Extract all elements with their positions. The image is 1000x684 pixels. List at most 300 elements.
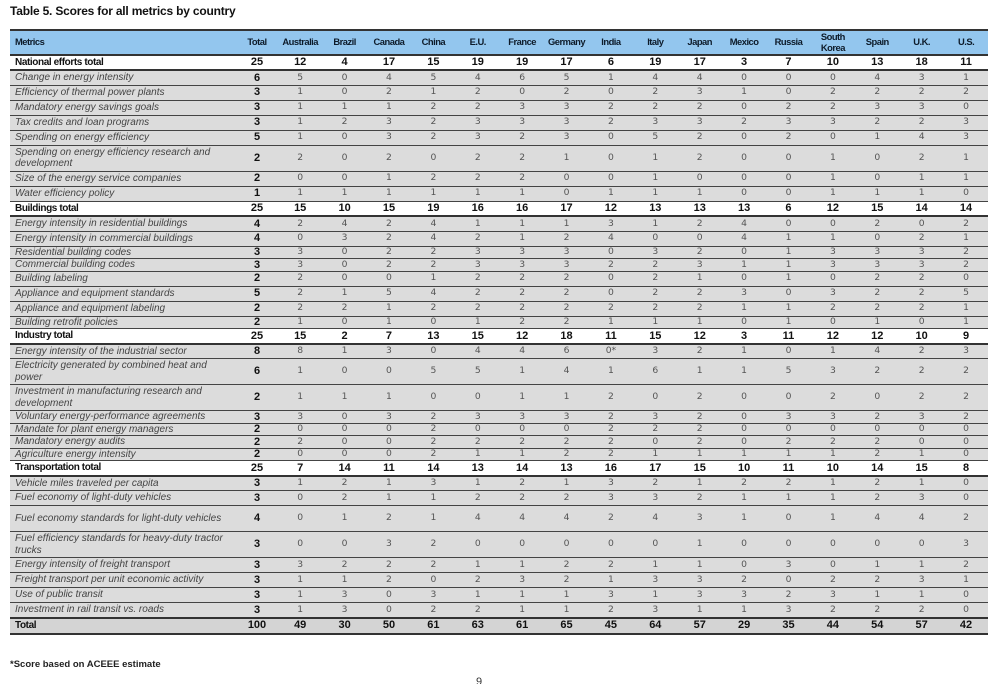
score-cell: 3 — [278, 246, 322, 259]
max-score-cell: 3 — [236, 603, 278, 618]
table-header-row — [10, 30, 988, 55]
score-cell: 2 — [678, 130, 722, 145]
score-cell: 0 — [766, 344, 810, 359]
metric-label: Transportation total — [10, 461, 236, 476]
score-cell: 3 — [722, 588, 766, 603]
score-cell: 2 — [811, 436, 855, 449]
metric-label: Mandatory energy audits — [10, 436, 236, 449]
table-row — [10, 115, 988, 130]
max-score-cell: 3 — [236, 491, 278, 506]
score-cell: 0 — [722, 436, 766, 449]
score-cell: 1 — [456, 476, 500, 491]
score-cell: 2 — [899, 271, 943, 286]
score-cell: 2 — [456, 286, 500, 301]
score-cell: 0 — [322, 145, 366, 171]
score-cell: 3 — [678, 259, 722, 272]
score-cell: 1 — [411, 85, 455, 100]
score-cell: 3 — [500, 246, 544, 259]
score-cell: 3 — [811, 246, 855, 259]
score-cell: 3 — [633, 573, 677, 588]
score-cell: 61 — [411, 618, 455, 634]
score-cell: 0 — [278, 171, 322, 186]
score-cell: 1 — [899, 186, 943, 201]
score-cell: 3 — [766, 115, 810, 130]
score-cell: 4 — [367, 70, 411, 85]
score-cell: 0 — [766, 145, 810, 171]
score-cell: 1 — [456, 588, 500, 603]
table-row — [10, 573, 988, 588]
score-cell: 2 — [855, 603, 899, 618]
score-cell: 4 — [722, 231, 766, 246]
score-cell: 3 — [855, 246, 899, 259]
score-cell: 3 — [456, 411, 500, 424]
max-score-cell: 25 — [236, 461, 278, 476]
score-cell: 0 — [766, 423, 810, 436]
max-score-cell: 5 — [236, 130, 278, 145]
score-cell: 1 — [367, 491, 411, 506]
score-cell: 1 — [589, 316, 633, 329]
score-cell: 2 — [899, 85, 943, 100]
score-cell: 2 — [322, 115, 366, 130]
score-cell: 18 — [899, 55, 943, 70]
score-cell: 13 — [722, 201, 766, 216]
score-cell: 1 — [633, 145, 677, 171]
score-cell: 2 — [944, 259, 988, 272]
score-cell: 1 — [722, 491, 766, 506]
score-cell: 1 — [855, 130, 899, 145]
max-score-cell: 25 — [236, 329, 278, 344]
max-score-cell: 3 — [236, 246, 278, 259]
column-header: Germany — [544, 30, 588, 55]
score-cell: 3 — [678, 506, 722, 532]
score-cell: 2 — [811, 100, 855, 115]
score-cell: 4 — [411, 286, 455, 301]
score-cell: 5 — [944, 286, 988, 301]
column-header: Mexico — [722, 30, 766, 55]
score-cell: 2 — [633, 286, 677, 301]
score-cell: 2 — [456, 231, 500, 246]
score-cell: 3 — [678, 115, 722, 130]
score-cell: 4 — [500, 506, 544, 532]
score-cell: 0 — [589, 286, 633, 301]
scores-table — [10, 29, 988, 635]
score-cell: 2 — [899, 231, 943, 246]
score-cell: 35 — [766, 618, 810, 634]
score-cell: 6 — [589, 55, 633, 70]
score-cell: 0 — [722, 100, 766, 115]
score-cell: 15 — [411, 55, 455, 70]
score-cell: 1 — [367, 476, 411, 491]
max-score-cell: 3 — [236, 259, 278, 272]
score-cell: 2 — [589, 558, 633, 573]
score-cell: 0 — [766, 286, 810, 301]
score-cell: 4 — [322, 55, 366, 70]
score-cell: 2 — [322, 301, 366, 316]
score-cell: 1 — [678, 532, 722, 558]
score-cell: 3 — [411, 588, 455, 603]
score-cell: 0 — [322, 316, 366, 329]
score-cell: 2 — [633, 100, 677, 115]
score-cell: 12 — [811, 201, 855, 216]
score-cell: 1 — [278, 603, 322, 618]
score-cell: 0 — [322, 411, 366, 424]
table-row — [10, 588, 988, 603]
score-cell: 19 — [500, 55, 544, 70]
score-cell: 2 — [722, 115, 766, 130]
score-cell: 1 — [766, 271, 810, 286]
score-cell: 3 — [811, 286, 855, 301]
score-cell: 12 — [811, 329, 855, 344]
max-score-cell: 3 — [236, 100, 278, 115]
score-cell: 17 — [633, 461, 677, 476]
score-cell: 1 — [899, 476, 943, 491]
score-cell: 2 — [411, 130, 455, 145]
score-cell: 3 — [811, 259, 855, 272]
score-cell: 1 — [456, 448, 500, 461]
score-cell: 1 — [766, 301, 810, 316]
score-cell: 1 — [899, 588, 943, 603]
max-score-cell: 3 — [236, 558, 278, 573]
score-cell: 2 — [322, 558, 366, 573]
max-score-cell: 25 — [236, 201, 278, 216]
max-score-cell: 3 — [236, 476, 278, 491]
section-total-row — [10, 461, 988, 476]
score-cell: 2 — [766, 130, 810, 145]
metric-label: Spending on energy efficiency research and development — [10, 145, 236, 171]
score-cell: 1 — [722, 301, 766, 316]
metric-label: Appliance and equipment labeling — [10, 301, 236, 316]
score-cell: 4 — [899, 506, 943, 532]
score-cell: 3 — [678, 588, 722, 603]
score-cell: 0 — [633, 436, 677, 449]
score-cell: 4 — [899, 130, 943, 145]
max-score-cell: 2 — [236, 316, 278, 329]
score-cell: 15 — [456, 329, 500, 344]
score-cell: 4 — [633, 506, 677, 532]
score-cell: 0 — [544, 423, 588, 436]
score-cell: 4 — [855, 344, 899, 359]
score-cell: 2 — [456, 603, 500, 618]
section-total-row — [10, 329, 988, 344]
score-cell: 3 — [589, 588, 633, 603]
max-score-cell: 2 — [236, 301, 278, 316]
score-cell: 1 — [811, 231, 855, 246]
score-cell: 3 — [678, 85, 722, 100]
score-cell: 0 — [766, 85, 810, 100]
score-cell: 1 — [278, 573, 322, 588]
score-cell: 3 — [367, 532, 411, 558]
column-header: France — [500, 30, 544, 55]
metric-label: Commercial building codes — [10, 259, 236, 272]
score-cell: 3 — [811, 588, 855, 603]
score-cell: 0 — [722, 70, 766, 85]
score-cell: 1 — [411, 271, 455, 286]
score-cell: 2 — [500, 130, 544, 145]
score-cell: 1 — [500, 385, 544, 411]
score-cell: 0 — [899, 423, 943, 436]
score-cell: 2 — [278, 286, 322, 301]
score-cell: 3 — [544, 259, 588, 272]
score-cell: 11 — [589, 329, 633, 344]
score-cell: 1 — [411, 186, 455, 201]
score-cell: 1 — [411, 491, 455, 506]
score-cell: 1 — [278, 476, 322, 491]
score-cell: 0 — [544, 171, 588, 186]
score-cell: 4 — [678, 70, 722, 85]
table-row — [10, 423, 988, 436]
score-cell: 29 — [722, 618, 766, 634]
score-cell: 2 — [589, 100, 633, 115]
score-cell: 2 — [456, 100, 500, 115]
score-cell: 3 — [500, 100, 544, 115]
score-cell: 2 — [855, 476, 899, 491]
score-cell: 3 — [322, 231, 366, 246]
score-cell: 4 — [544, 506, 588, 532]
score-cell: 0 — [944, 603, 988, 618]
score-cell: 2 — [633, 423, 677, 436]
score-cell: 0 — [367, 448, 411, 461]
max-score-cell: 3 — [236, 115, 278, 130]
metric-label: Agriculture energy intensity — [10, 448, 236, 461]
metric-label: Energy intensity in residential buildings — [10, 216, 236, 231]
score-cell: 13 — [411, 329, 455, 344]
score-cell: 2 — [322, 476, 366, 491]
score-cell: 3 — [899, 70, 943, 85]
score-cell: 5 — [278, 70, 322, 85]
score-cell: 0 — [944, 186, 988, 201]
score-cell: 1 — [722, 506, 766, 532]
score-cell: 0 — [589, 145, 633, 171]
score-cell: 15 — [633, 329, 677, 344]
score-cell: 2 — [899, 344, 943, 359]
score-cell: 0 — [855, 532, 899, 558]
max-score-cell: 1 — [236, 186, 278, 201]
score-cell: 2 — [411, 100, 455, 115]
score-cell: 2 — [500, 171, 544, 186]
score-cell: 2 — [678, 100, 722, 115]
score-cell: 1 — [278, 100, 322, 115]
score-cell: 4 — [544, 359, 588, 385]
score-cell: 57 — [899, 618, 943, 634]
score-cell: 3 — [855, 259, 899, 272]
score-cell: 2 — [589, 603, 633, 618]
score-cell: 0 — [722, 411, 766, 424]
score-cell: 0 — [278, 231, 322, 246]
score-cell: 6 — [766, 201, 810, 216]
score-cell: 2 — [678, 491, 722, 506]
score-cell: 2 — [411, 558, 455, 573]
score-cell: 3 — [855, 100, 899, 115]
score-cell: 4 — [322, 216, 366, 231]
score-cell: 2 — [633, 301, 677, 316]
score-cell: 2 — [944, 359, 988, 385]
score-cell: 1 — [722, 448, 766, 461]
score-cell: 1 — [322, 344, 366, 359]
score-cell: 0 — [456, 385, 500, 411]
column-header: U.K. — [899, 30, 943, 55]
score-cell: 1 — [944, 145, 988, 171]
score-cell: 3 — [633, 246, 677, 259]
score-cell: 3 — [944, 115, 988, 130]
score-cell: 3 — [944, 130, 988, 145]
score-cell: 15 — [367, 201, 411, 216]
max-score-cell: 100 — [236, 618, 278, 634]
score-cell: 2 — [367, 506, 411, 532]
score-cell: 1 — [678, 186, 722, 201]
metric-label: Fuel economy of light-duty vehicles — [10, 491, 236, 506]
score-cell: 1 — [678, 271, 722, 286]
table-row — [10, 216, 988, 231]
score-cell: 0 — [367, 436, 411, 449]
score-cell: 12 — [500, 329, 544, 344]
score-cell: 4 — [722, 216, 766, 231]
score-cell: 19 — [633, 55, 677, 70]
metric-label: Tax credits and loan programs — [10, 115, 236, 130]
metric-label: Change in energy intensity — [10, 70, 236, 85]
score-cell: 0 — [589, 246, 633, 259]
score-cell: 1 — [766, 246, 810, 259]
max-score-cell: 3 — [236, 573, 278, 588]
table-row — [10, 145, 988, 171]
score-cell: 2 — [811, 85, 855, 100]
score-cell: 2 — [544, 301, 588, 316]
score-cell: 15 — [855, 201, 899, 216]
score-cell: 12 — [278, 55, 322, 70]
score-cell: 2 — [500, 491, 544, 506]
score-cell: 11 — [944, 55, 988, 70]
score-cell: 1 — [766, 231, 810, 246]
score-cell: 0 — [855, 171, 899, 186]
metric-label: Size of the energy service companies — [10, 171, 236, 186]
max-score-cell: 2 — [236, 145, 278, 171]
score-cell: 12 — [589, 201, 633, 216]
score-cell: 14 — [944, 201, 988, 216]
score-cell: 2 — [367, 558, 411, 573]
max-score-cell: 3 — [236, 532, 278, 558]
score-cell: 2 — [944, 385, 988, 411]
score-cell: 42 — [944, 618, 988, 634]
score-cell: 0 — [633, 231, 677, 246]
table-row — [10, 171, 988, 186]
max-score-cell: 3 — [236, 411, 278, 424]
metric-label: Freight transport per unit economic activity — [10, 573, 236, 588]
score-cell: 3 — [544, 100, 588, 115]
score-cell: 2 — [899, 286, 943, 301]
metric-label: Energy intensity of the industrial sector — [10, 344, 236, 359]
column-header: Russia — [766, 30, 810, 55]
score-cell: 0 — [944, 436, 988, 449]
score-cell: 2 — [544, 436, 588, 449]
table-row — [10, 130, 988, 145]
score-cell: 15 — [899, 461, 943, 476]
score-cell: 11 — [367, 461, 411, 476]
score-cell: 2 — [766, 588, 810, 603]
score-cell: 2 — [456, 301, 500, 316]
score-cell: 10 — [899, 329, 943, 344]
score-cell: 0 — [544, 532, 588, 558]
score-cell: 0 — [944, 491, 988, 506]
score-cell: 4 — [633, 70, 677, 85]
column-header: E.U. — [456, 30, 500, 55]
section-total-row — [10, 55, 988, 70]
score-cell: 12 — [855, 329, 899, 344]
score-cell: 1 — [589, 573, 633, 588]
score-cell: 4 — [589, 231, 633, 246]
score-cell: 1 — [456, 186, 500, 201]
score-cell: 0 — [589, 271, 633, 286]
score-cell: 2 — [899, 359, 943, 385]
score-cell: 1 — [811, 476, 855, 491]
metric-label: Voluntary energy-performance agreements — [10, 411, 236, 424]
score-cell: 1 — [766, 316, 810, 329]
score-cell: 2 — [811, 301, 855, 316]
column-header: Italy — [633, 30, 677, 55]
score-cell: 1 — [678, 359, 722, 385]
score-cell: 3 — [899, 411, 943, 424]
score-cell: 2 — [322, 491, 366, 506]
score-cell: 2 — [544, 448, 588, 461]
score-cell: 1 — [278, 316, 322, 329]
score-cell: 2 — [855, 573, 899, 588]
score-cell: 1 — [456, 316, 500, 329]
score-cell: 15 — [278, 329, 322, 344]
score-cell: 49 — [278, 618, 322, 634]
metric-label: Investment in manufacturing research and development — [10, 385, 236, 411]
score-cell: 3 — [456, 115, 500, 130]
score-cell: 0 — [722, 145, 766, 171]
score-cell: 2 — [544, 286, 588, 301]
score-cell: 3 — [766, 603, 810, 618]
score-cell: 0 — [322, 70, 366, 85]
score-cell: 0 — [766, 506, 810, 532]
table-row — [10, 344, 988, 359]
score-cell: 1 — [944, 301, 988, 316]
score-cell: 1 — [544, 588, 588, 603]
score-cell: 1 — [367, 171, 411, 186]
metric-label: Mandate for plant energy managers — [10, 423, 236, 436]
table-row — [10, 558, 988, 573]
score-cell: 1 — [811, 491, 855, 506]
score-cell: 4 — [855, 70, 899, 85]
max-score-cell: 8 — [236, 344, 278, 359]
score-cell: 10 — [322, 201, 366, 216]
score-cell: 61 — [500, 618, 544, 634]
column-header: China — [411, 30, 455, 55]
score-cell: 0 — [722, 423, 766, 436]
score-cell: 0 — [278, 532, 322, 558]
column-header: Brazil — [322, 30, 366, 55]
table-row — [10, 186, 988, 201]
table-row — [10, 385, 988, 411]
score-cell: 0 — [367, 603, 411, 618]
score-cell: 2 — [367, 216, 411, 231]
score-cell: 2 — [899, 115, 943, 130]
score-cell: 3 — [722, 286, 766, 301]
score-cell: 3 — [899, 246, 943, 259]
score-cell: 1 — [278, 359, 322, 385]
score-cell: 1 — [633, 588, 677, 603]
table-body — [10, 55, 988, 634]
score-cell: 0 — [766, 532, 810, 558]
table-row — [10, 603, 988, 618]
score-cell: 2 — [367, 573, 411, 588]
score-cell: 0 — [944, 271, 988, 286]
score-cell: 2 — [722, 476, 766, 491]
score-cell: 0 — [367, 588, 411, 603]
score-cell: 1 — [811, 448, 855, 461]
score-cell: 1 — [633, 186, 677, 201]
score-cell: 0 — [722, 532, 766, 558]
